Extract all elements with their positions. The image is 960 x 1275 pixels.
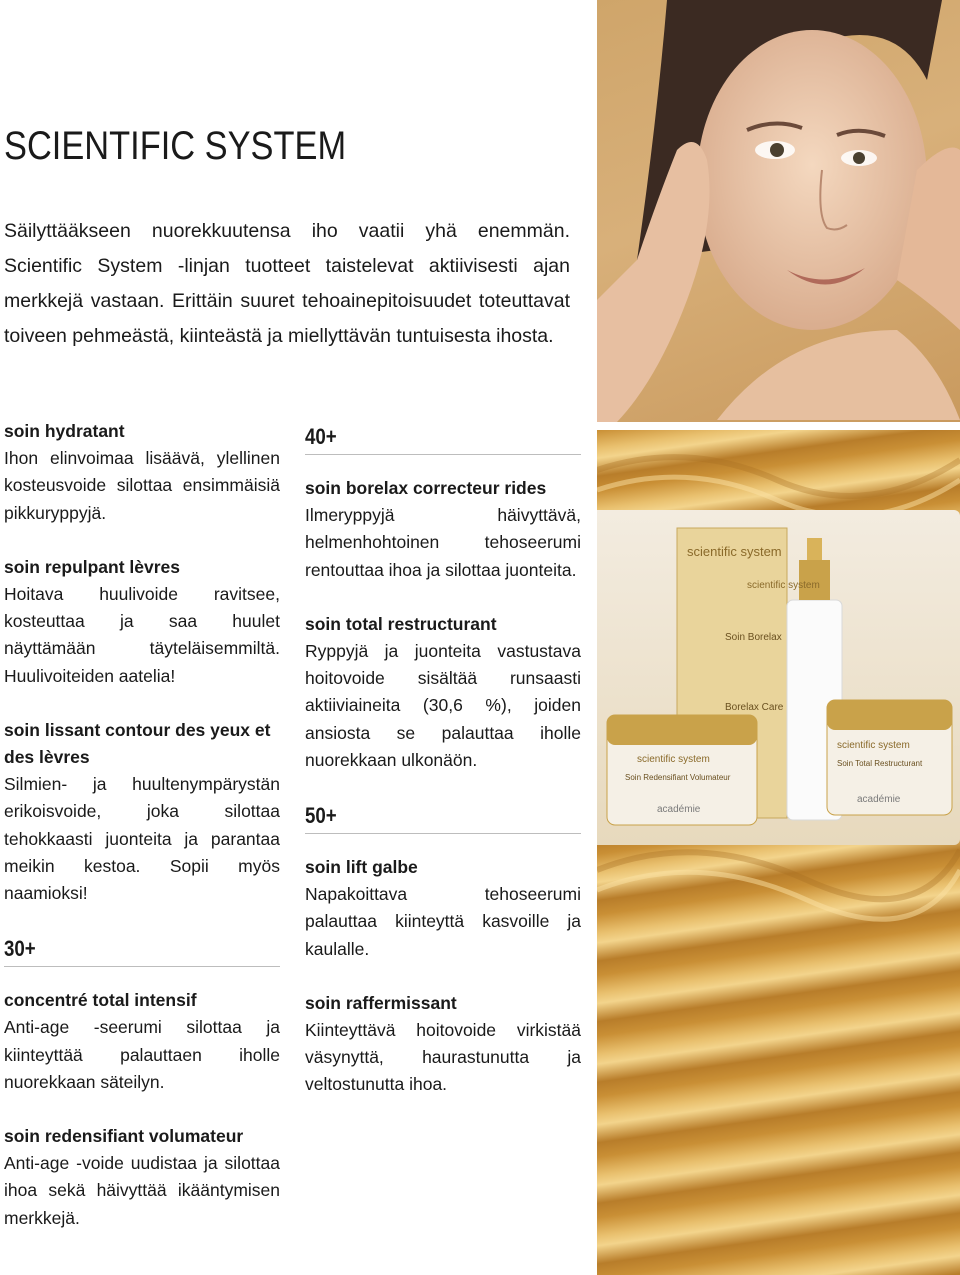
box-brand-text: scientific system [687,544,782,559]
product-description: Ryppyjä ja juonteita vastustava hoitovoide sisältää runsaasti aktiiviaineita (30,6 %), joiden ansiosta se palauttaa iholle nuorekkaan ulkonäön. [305,641,581,770]
product-description: Kiinteyttävä hoitovoide virkistää väsynyttä, haurastunutta ja veltostunutta ihoa. [305,1020,581,1095]
product-description: Napakoittava tehoseerumi palauttaa kiinteyttä kasvoille ja kaulalle. [305,884,581,959]
age-group-label: 50+ [305,803,337,829]
product-entry [4,554,280,690]
product-name: soin raffermissant [305,992,457,1013]
age-group-heading [305,801,581,834]
right-product-column [305,422,581,1126]
product-entry [305,990,581,1099]
product-description: Anti-age -seerumi silottaa ja kiinteyttää palauttaen iholle nuorekkaan säteilyn. [4,1017,280,1092]
product-name: soin redensifiant volumateur [4,1126,244,1147]
photo-strip [597,0,960,1275]
product-description: Hoitava huulivoide ravitsee, kosteuttaa ja saa huulet näyttämään täyteläisemmiltä. Huulivoiteiden aatelia! [4,584,280,686]
jar-right-name: Soin Total Restructurant [837,759,923,768]
product-name: soin lift galbe [305,857,418,878]
product-entry [4,987,280,1096]
age-group-heading [4,934,280,967]
product-name: soin total restructurant [305,613,497,634]
product-arrangement [597,510,960,845]
product-entry [4,418,280,527]
jar-right-brand: scientific system [837,740,910,751]
left-product-column [4,418,280,1259]
product-description: Anti-age -voide uudistaa ja silottaa ihoa sekä häivyttää ikääntymisen merkkejä. [4,1153,280,1228]
intro-paragraph: Säilyttääkseen nuorekkuutensa iho vaatii yhä enemmän. Scientific System -linjan tuotteet taistelevat aktiivisesti ajan merkkejä vastaan. Erittäin suuret tehoainepitoisuudet toteuttavat toiveen pehmeästä, kiinteästä ja miellyttävän tuntuisesta ihosta. [4,220,570,347]
product-description: Ihon elinvoimaa lisäävä, ylellinen kosteusvoide silottaa ensimmäisiä pikkuryppyjä. [4,448,280,523]
jar-right-logo: académie [857,794,901,805]
jar-left-brand: scientific system [637,754,710,765]
product-description: Ilmeryppyjä häivyttävä, helmenhohtoinen tehoseerumi rentouttaa ihoa ja silottaa juonteita. [305,505,581,580]
bottle-brand-text: scientific system [747,580,820,591]
product-name: soin borelax correcteur rides [305,478,547,498]
age-group-label: 30+ [4,936,36,962]
age-group-heading [305,422,581,455]
product-name: soin hydratant [4,421,125,441]
product-description: Silmien- ja huultenympärystän erikoisvoide, joka silottaa tehokkaasti juonteita ja parantaa meikin kestoa. Sopii myös naamioksi! [4,774,280,904]
product-entry [305,611,581,774]
jar-left-name: Soin Redensifiant Volumateur [625,773,731,782]
product-entry [305,854,581,963]
age-group-label: 40+ [305,424,337,449]
face-photo [597,0,960,422]
product-entry [4,1123,280,1232]
box-sub-text: Borelax Care [725,702,784,713]
product-name: soin lissant contour des yeux et des lèvres [4,719,271,768]
box-name-text: Soin Borelax [725,632,782,643]
product-entry [305,475,581,584]
page-title: SCIENTIFIC SYSTEM [4,124,347,168]
product-entry [4,717,280,907]
product-name: concentré total intensif [4,990,197,1011]
jar-left-logo: académie [657,804,701,815]
product-name: soin repulpant lèvres [4,556,181,577]
